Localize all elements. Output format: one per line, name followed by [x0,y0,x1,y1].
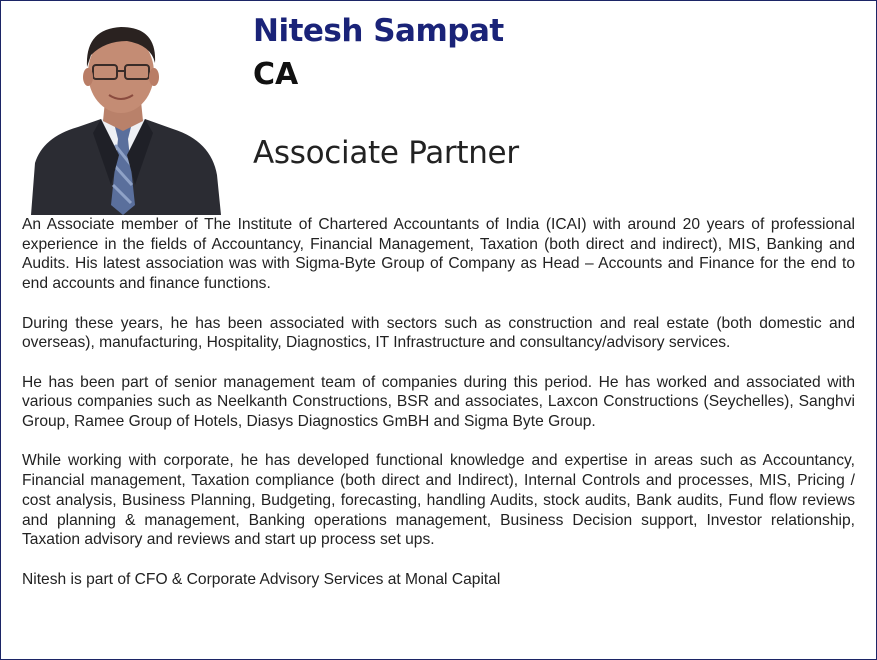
bio-paragraph: While working with corporate, he has developed functional knowledge and expertise in areas such as Accountancy, Financial management, Taxation compliance (both direct and Indirect), Internal Controls and processes, MIS, Pricing / cost analysis, Business Planning, Budgeting, forecasting, handling Audits, stock audits, Bank audits, Fund flow reviews and planning & management, Banking operations management, Business Decision support, Investor relationship, Taxation advisory and reviews and start up process set ups. [22,452,855,549]
bio-paragraph: During these years, he has been associated with sectors such as construction and real estate (both domestic and overseas), manufacturing, Hospitality, Diagnostics, IT Infrastructure and consultancy/advisory services. [22,314,855,352]
person-name: Nitesh Sampat [253,13,504,49]
bio-paragraph: An Associate member of The Institute of Chartered Accountants of India (ICAI) with around 20 years of professional experience in the fields of Accountancy, Financial Management, Taxation (both direct and indirect), MIS, Banking and Audits. His latest association was with Sigma-Byte Group of Company as Head – Accounts and Finance for the end to end accounts and finance functions. [22,216,855,293]
biography [22,215,855,589]
person-credentials: CA [253,57,299,92]
bio-paragraph: He has been part of senior management team of companies during this period. He has worked and associated with various companies such as Neelkanth Constructions, BSR and associates, Laxcon Constructions (Seychelles), Sanghvi Group, Ramee Group of Hotels, Diasys Diagnostics GmBH and Sigma Byte Group. [22,373,855,430]
person-title: Associate Partner [253,135,519,171]
bio-paragraph: Nitesh is part of CFO & Corporate Advisory Services at Monal Capital [22,570,501,588]
profile-photo [23,15,223,215]
portrait-image [23,15,223,215]
